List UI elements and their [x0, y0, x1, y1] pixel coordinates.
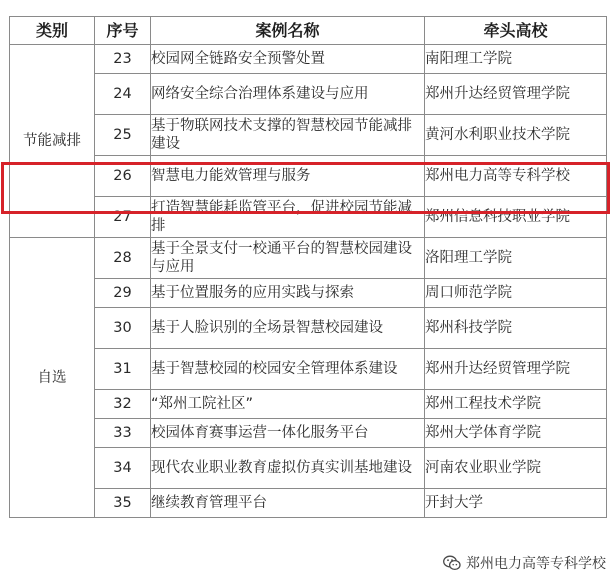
case-name: “郑州工院社区” — [151, 390, 425, 419]
school-name: 郑州信息科技职业学院 — [425, 197, 607, 238]
case-name: 基于物联网技术支撑的智慧校园节能减排建设 — [151, 115, 425, 156]
school-name: 南阳理工学院 — [425, 45, 607, 74]
row-index: 34 — [95, 448, 151, 489]
category-cell-optional: 自选 — [10, 238, 95, 518]
case-name: 现代农业职业教育虚拟仿真实训基地建设 — [151, 448, 425, 489]
row-index: 26 — [95, 156, 151, 197]
table-row-highlighted — [10, 156, 607, 197]
row-index: 24 — [95, 74, 151, 115]
header-school: 牵头高校 — [425, 17, 607, 45]
table-row — [10, 45, 607, 74]
table-row — [10, 279, 607, 308]
wechat-icon — [443, 555, 461, 571]
table-row — [10, 197, 607, 238]
row-index: 28 — [95, 238, 151, 279]
case-name: 基于人脸识别的全场景智慧校园建设 — [151, 308, 425, 349]
header-case-name: 案例名称 — [151, 17, 425, 45]
school-name: 周口师范学院 — [425, 279, 607, 308]
category-cell-energy: 节能减排 — [10, 45, 95, 238]
case-name: 基于全景支付一校通平台的智慧校园建设与应用 — [151, 238, 425, 279]
watermark-text: 郑州电力高等专科学校 — [466, 556, 606, 572]
case-name: 校园网全链路安全预警处置 — [151, 45, 425, 74]
row-index: 29 — [95, 279, 151, 308]
school-name: 郑州科技学院 — [425, 308, 607, 349]
row-index: 32 — [95, 390, 151, 419]
table-row — [10, 74, 607, 115]
watermark — [440, 552, 609, 574]
row-index: 33 — [95, 419, 151, 448]
table-row — [10, 349, 607, 390]
case-name: 打造智慧能耗监管平台，促进校园节能减排 — [151, 197, 425, 238]
table-row — [10, 489, 607, 518]
school-name: 郑州大学体育学院 — [425, 419, 607, 448]
header-index: 序号 — [95, 17, 151, 45]
row-index: 27 — [95, 197, 151, 238]
header-category: 类别 — [10, 17, 95, 45]
table-row — [10, 390, 607, 419]
case-name: 继续教育管理平台 — [151, 489, 425, 518]
school-name: 黄河水利职业技术学院 — [425, 115, 607, 156]
school-name: 郑州工程技术学院 — [425, 390, 607, 419]
table-row — [10, 115, 607, 156]
table-row — [10, 448, 607, 489]
row-index: 30 — [95, 308, 151, 349]
table-row — [10, 308, 607, 349]
case-name: 基于智慧校园的校园安全管理体系建设 — [151, 349, 425, 390]
school-name: 河南农业职业学院 — [425, 448, 607, 489]
row-index: 31 — [95, 349, 151, 390]
school-name: 郑州升达经贸管理学院 — [425, 349, 607, 390]
header-row — [10, 17, 607, 45]
case-name: 基于位置服务的应用实践与探索 — [151, 279, 425, 308]
school-name: 郑州升达经贸管理学院 — [425, 74, 607, 115]
school-name: 开封大学 — [425, 489, 607, 518]
case-table — [9, 16, 607, 518]
row-index: 35 — [95, 489, 151, 518]
school-name: 郑州电力高等专科学校 — [425, 156, 607, 197]
table-row — [10, 238, 607, 279]
row-index: 25 — [95, 115, 151, 156]
case-name: 智慧电力能效管理与服务 — [151, 156, 425, 197]
school-name: 洛阳理工学院 — [425, 238, 607, 279]
row-index: 23 — [95, 45, 151, 74]
case-name: 网络安全综合治理体系建设与应用 — [151, 74, 425, 115]
table-row — [10, 419, 607, 448]
case-name: 校园体育赛事运营一体化服务平台 — [151, 419, 425, 448]
